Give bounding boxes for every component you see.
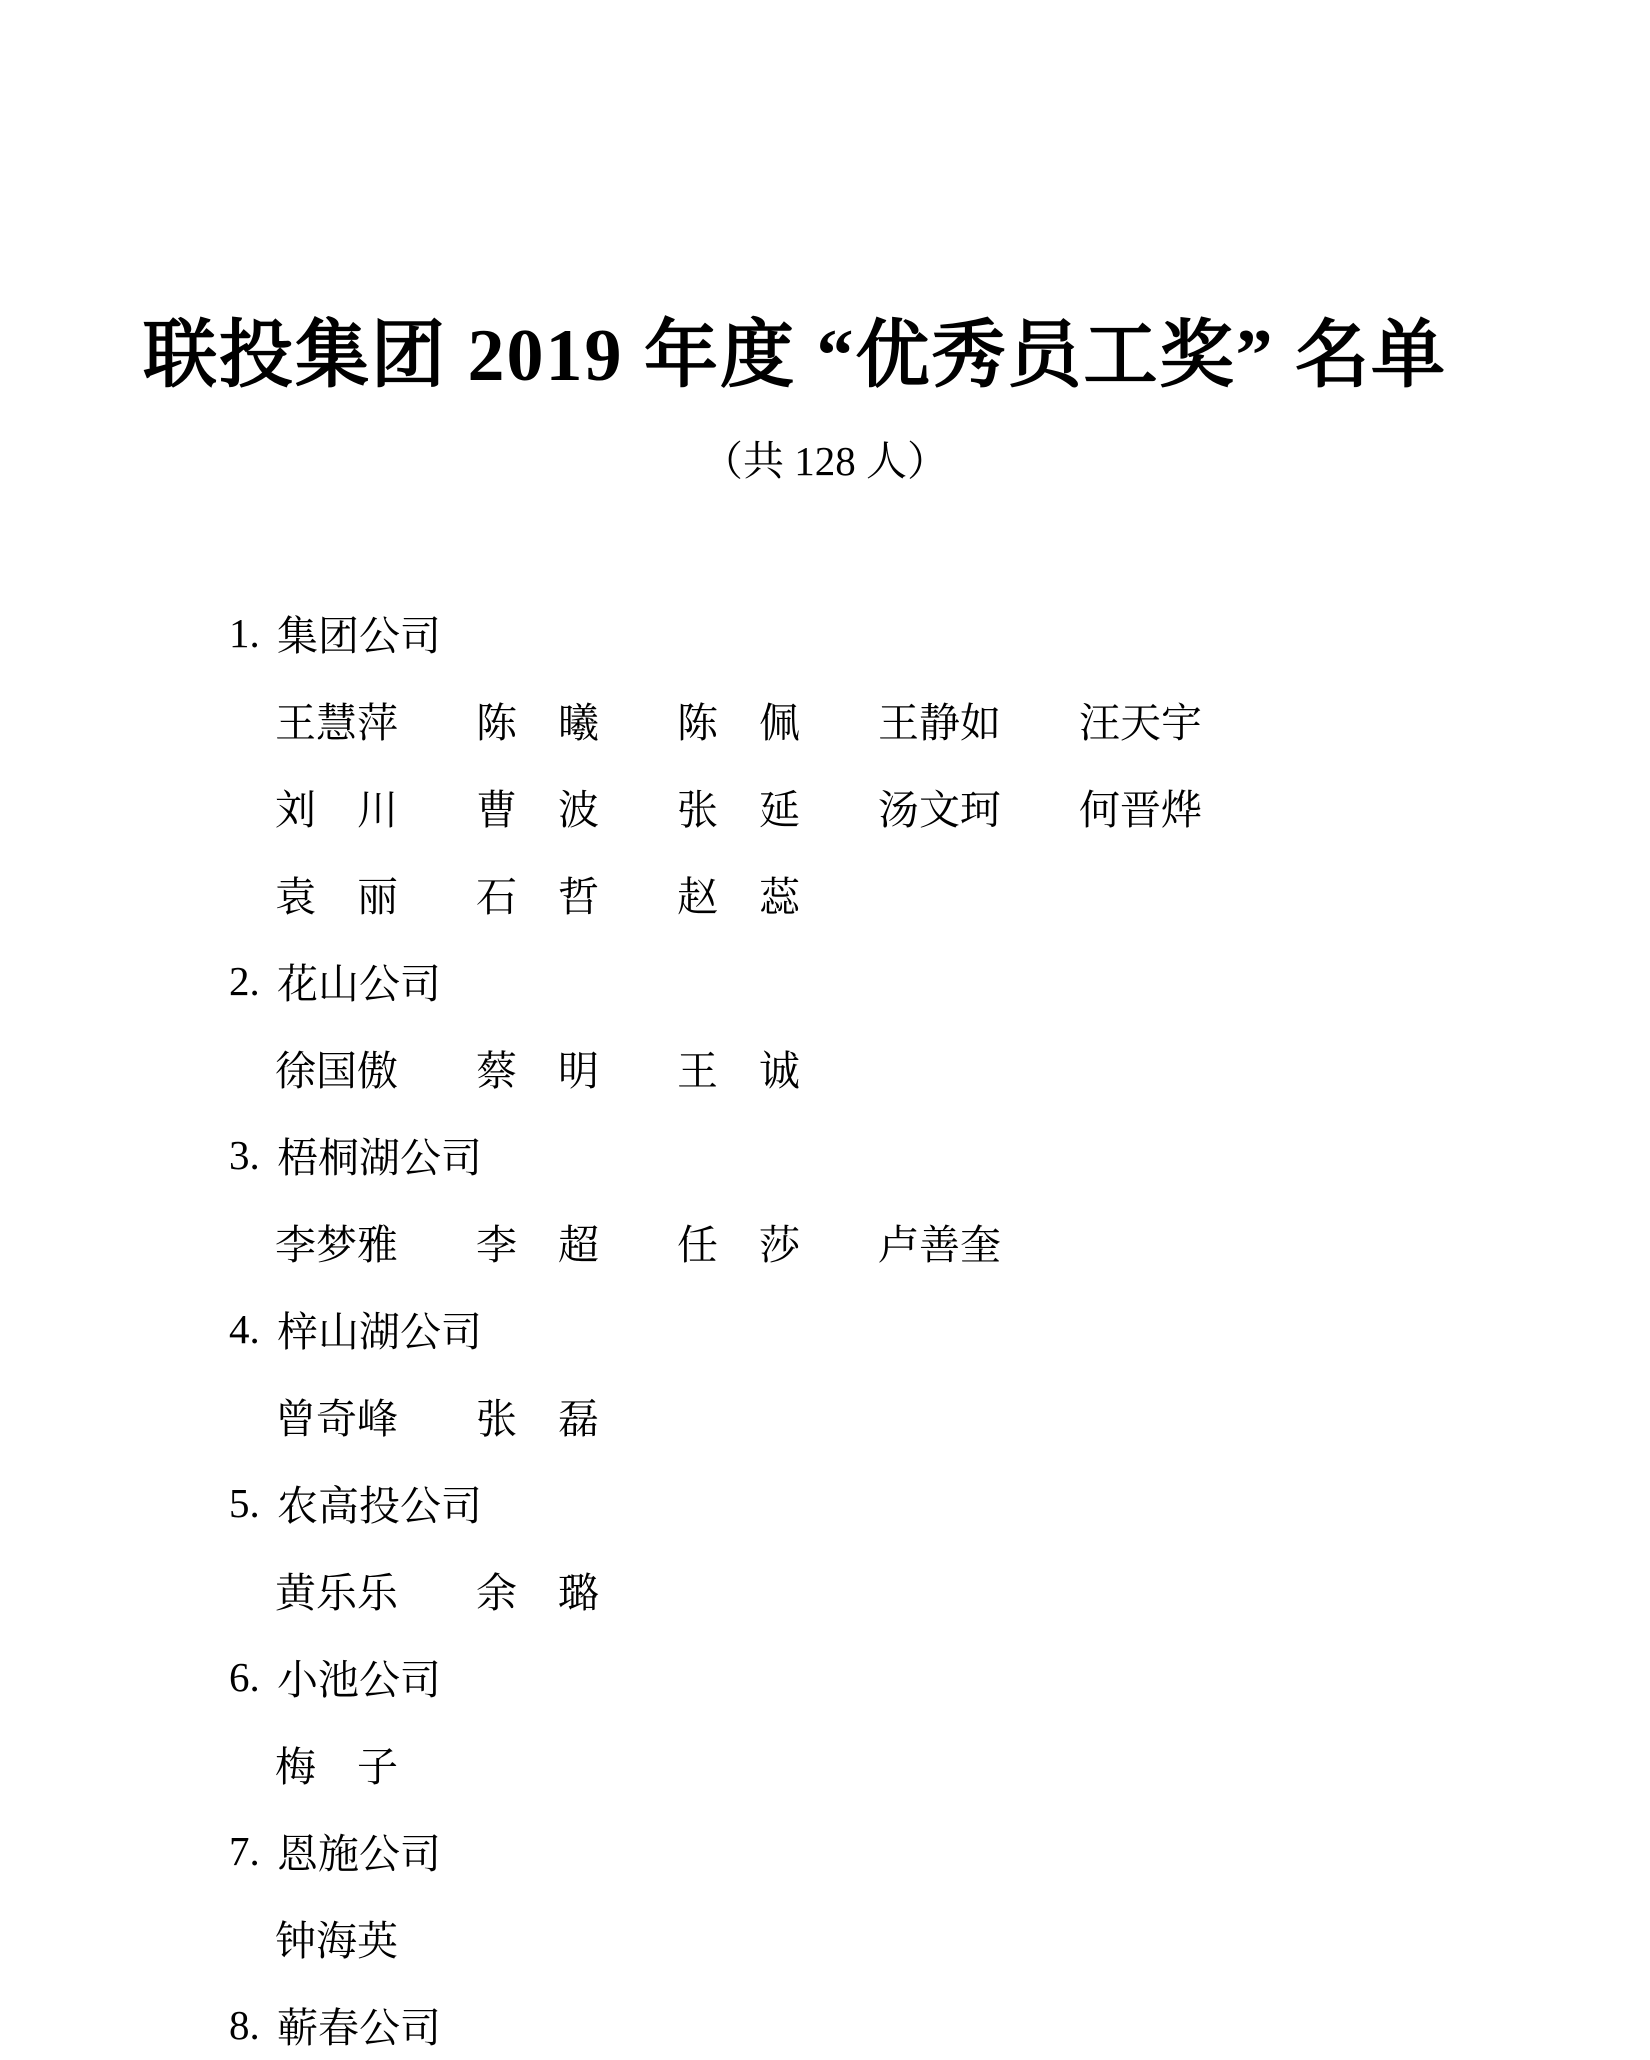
section-number: 6. xyxy=(229,1653,260,1700)
company-name: 梓山湖公司 xyxy=(277,1309,482,1355)
section-number: 1. xyxy=(229,609,260,656)
section xyxy=(229,1981,1529,2060)
section-number: 7. xyxy=(229,1827,260,1874)
section-rows xyxy=(229,1372,1529,1459)
employee-name: 王慧萍 xyxy=(275,700,398,746)
employee-name: 石 哲 xyxy=(476,874,599,920)
employee-name: 卢善奎 xyxy=(878,1222,1001,1268)
section-rows xyxy=(229,1024,1529,1111)
section-header xyxy=(229,1633,1529,1720)
employee-name: 徐国傲 xyxy=(275,1048,398,1094)
section-rows xyxy=(229,1198,1529,1285)
employee-name: 余 璐 xyxy=(476,1570,599,1616)
section-number: 2. xyxy=(229,957,260,1004)
employee-name: 张 磊 xyxy=(476,1396,599,1442)
employee-name: 钟海英 xyxy=(275,1918,398,1964)
employee-name: 李梦雅 xyxy=(275,1222,398,1268)
employee-name: 李 超 xyxy=(476,1222,599,1268)
section xyxy=(229,1285,1529,1459)
employee-name: 刘 川 xyxy=(275,787,398,833)
name-row xyxy=(229,1372,1529,1459)
company-name: 花山公司 xyxy=(277,961,441,1007)
section-rows xyxy=(229,1894,1529,1981)
employee-name: 汤文珂 xyxy=(878,787,1001,833)
document-title: 联投集团 2019 年度 “优秀员工奖” 名单 xyxy=(143,315,1447,397)
employee-name: 王 诚 xyxy=(677,1048,800,1094)
section-header xyxy=(229,1111,1529,1198)
company-name: 小池公司 xyxy=(277,1657,441,1703)
section-list xyxy=(229,589,1529,2060)
section xyxy=(229,1111,1529,1285)
employee-name: 陈 曦 xyxy=(476,700,599,746)
name-row xyxy=(229,763,1529,850)
section xyxy=(229,937,1529,1111)
section-rows xyxy=(229,1720,1529,1807)
employee-name: 梅 子 xyxy=(275,1744,398,1790)
employee-name: 曾奇峰 xyxy=(275,1396,398,1442)
company-name: 农高投公司 xyxy=(277,1483,482,1529)
name-row xyxy=(229,676,1529,763)
name-row xyxy=(229,1546,1529,1633)
section-rows xyxy=(229,1546,1529,1633)
employee-name: 黄乐乐 xyxy=(275,1570,398,1616)
section-header xyxy=(229,1981,1529,2060)
company-name: 集团公司 xyxy=(277,613,441,659)
employee-name: 张 延 xyxy=(677,787,800,833)
section-header xyxy=(229,1285,1529,1372)
company-name: 梧桐湖公司 xyxy=(277,1135,482,1181)
section xyxy=(229,589,1529,937)
name-row xyxy=(229,1720,1529,1807)
section-number: 8. xyxy=(229,2001,260,2048)
employee-name: 曹 波 xyxy=(476,787,599,833)
section-number: 5. xyxy=(229,1479,260,1526)
employee-name: 汪天宇 xyxy=(1079,700,1202,746)
section xyxy=(229,1807,1529,1981)
section-header xyxy=(229,1459,1529,1546)
name-row xyxy=(229,1024,1529,1111)
employee-name: 蔡 明 xyxy=(476,1048,599,1094)
employee-name: 袁 丽 xyxy=(275,874,398,920)
name-row xyxy=(229,1198,1529,1285)
employee-name: 赵 蕊 xyxy=(677,874,800,920)
employee-name: 陈 佩 xyxy=(677,700,800,746)
employee-name: 王静如 xyxy=(878,700,1001,746)
employee-name: 何晋烨 xyxy=(1079,787,1202,833)
employee-name: 任 莎 xyxy=(677,1222,800,1268)
name-row xyxy=(229,850,1529,937)
section-rows xyxy=(229,676,1529,937)
document-subtitle: （共 128 人） xyxy=(702,438,948,484)
section xyxy=(229,1633,1529,1807)
section xyxy=(229,1459,1529,1633)
section-number: 4. xyxy=(229,1305,260,1352)
section-header xyxy=(229,1807,1529,1894)
section-number: 3. xyxy=(229,1131,260,1178)
name-row xyxy=(229,1894,1529,1981)
company-name: 恩施公司 xyxy=(277,1831,441,1877)
section-header xyxy=(229,937,1529,1024)
section-header xyxy=(229,589,1529,676)
company-name: 蕲春公司 xyxy=(277,2005,441,2051)
